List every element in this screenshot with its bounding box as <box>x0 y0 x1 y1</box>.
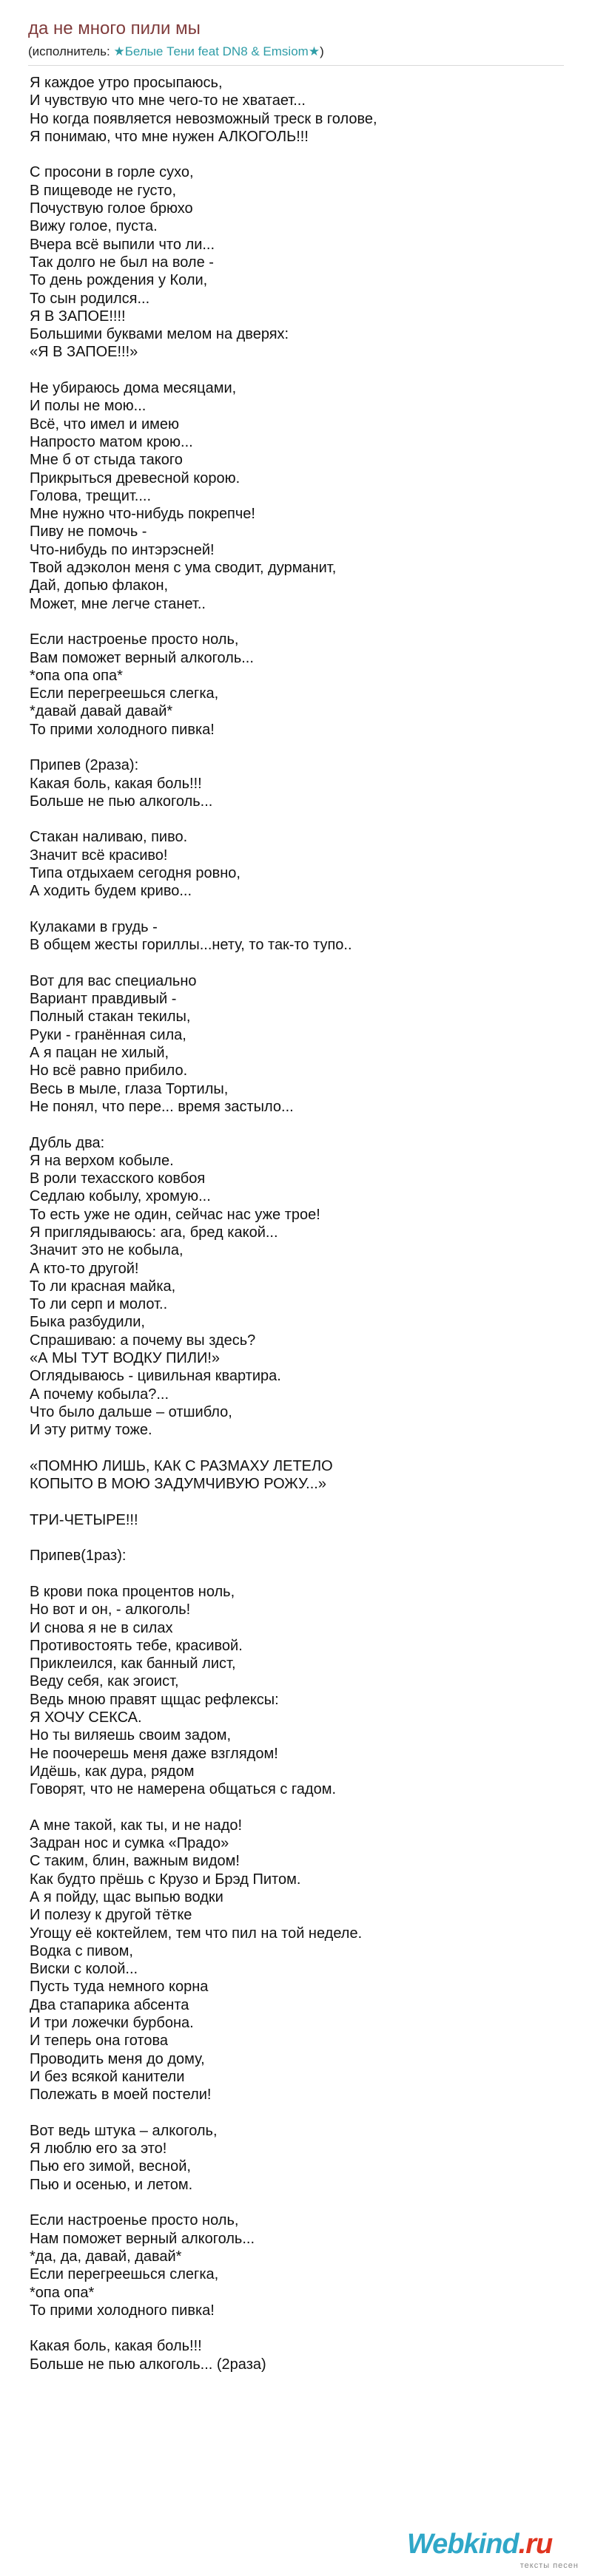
logo-part-web: Web <box>407 2529 464 2560</box>
stanza <box>30 2122 565 2194</box>
lyric-line: Приклеился, как банный лист, <box>30 1655 236 1672</box>
lyric-line: Так долго не был на воле - <box>30 254 214 271</box>
lyric-line: Не убираюсь дома месяцами, <box>30 380 237 397</box>
lyric-line: Вчера всё выпили что ли... <box>30 236 215 253</box>
lyric-line: Прикрыться древесной корою. <box>30 470 240 487</box>
lyric-line: Говорят, что не намерена общаться с гадом. <box>30 1781 337 1798</box>
lyric-line: Идёшь, как дура, рядом <box>30 1763 195 1780</box>
lyric-line: *давай давай давай* <box>30 703 173 720</box>
logo-dot: . <box>518 2529 526 2560</box>
lyric-line: То прими холодного пивка! <box>30 2302 215 2319</box>
lyric-line: Какая боль, какая боль!!! <box>30 2338 202 2355</box>
lyric-line: Большими буквами мелом на дверях: <box>30 326 289 343</box>
webkind-logo <box>407 2529 582 2572</box>
lyric-line: Напросто матом крою... <box>30 433 193 450</box>
stanza <box>30 1511 565 1529</box>
performer-suffix: ) <box>320 44 324 58</box>
lyric-line: Вариант правдивый - <box>30 991 177 1008</box>
lyric-line: Значит всё красиво! <box>30 847 168 864</box>
lyric-line: Какая боль, какая боль!!! <box>30 775 202 792</box>
lyric-line: Я понимаю, что мне нужен АЛКОГОЛЬ!!! <box>30 128 309 145</box>
lyric-line: Я пригляд​ываюсь: ага, бред какой... <box>30 1224 278 1241</box>
lyric-line: Вот для вас специально <box>30 972 197 989</box>
lyric-line: Что было дальше – отшибло, <box>30 1403 232 1420</box>
lyric-line: И теперь она готова <box>30 2033 169 2050</box>
lyric-line: Я каждое утро просыпаюсь, <box>30 75 223 91</box>
lyric-line: ТРИ-ЧЕТЫРЕ!!! <box>30 1511 138 1528</box>
lyric-line: Твой адэколон меня с ума сводит, дурманит, <box>30 560 337 577</box>
lyric-line: То день рождения у Коли, <box>30 272 208 289</box>
lyric-line: Если перегреешься слегка, <box>30 685 219 702</box>
lyric-line: Но вот и он, - алкоголь! <box>30 1601 191 1619</box>
lyric-line: И полезу к другой тётке <box>30 1907 192 1924</box>
lyric-line: Угощу её коктейлем, тем что пил на той неделе. <box>30 1925 363 1942</box>
lyric-line: В роли техасского ковбоя <box>30 1170 206 1187</box>
logo-tagline: тексты песен <box>519 2561 579 2570</box>
lyric-line: Больше не пью алкоголь... <box>30 793 213 810</box>
lyric-line: Виски с колой... <box>30 1961 138 1978</box>
lyric-line: И чувствую что мне чего-то не хватает... <box>30 92 306 109</box>
lyric-line: То есть уже не один, сейчас нас уже трое! <box>30 1206 320 1223</box>
lyric-line: Значит это не кобыла, <box>30 1242 184 1259</box>
lyric-line: Дай, допью флакон, <box>30 577 169 594</box>
song-title: да не много пили мы <box>28 18 201 38</box>
lyric-line: Проводить меня до дому, <box>30 2050 205 2067</box>
lyric-line: Если перегреешься слегка, <box>30 2266 219 2283</box>
lyric-line: Что-нибудь по интэрэсней! <box>30 541 215 558</box>
lyric-line: Почуствую голое брюхо <box>30 200 193 217</box>
lyric-line: Я люблю его за это! <box>30 2141 167 2158</box>
stanza <box>30 74 565 146</box>
lyric-line: С просони в горле сухо, <box>30 164 194 181</box>
lyric-line: Весь в мыле, глаза Тортилы, <box>30 1080 229 1097</box>
lyric-line: Вот ведь штука – алкоголь, <box>30 2122 218 2139</box>
lyric-line: Как будто прёшь с Крузо и Брэд Питом. <box>30 1871 301 1888</box>
lyric-line: Не понял, что пере... время застыло... <box>30 1098 294 1115</box>
lyric-line: Припев (2раза): <box>30 757 139 774</box>
lyric-line: Нам поможет верный алкоголь... <box>30 2230 255 2247</box>
lyric-line: А мне такой, как ты, и не надо! <box>30 1817 243 1834</box>
lyric-line: С таким, блин, важным видом! <box>30 1853 240 1870</box>
lyrics-body <box>30 74 565 2391</box>
lyric-line: Но когда появляется невозможный треск в голове, <box>30 110 377 127</box>
stanza <box>30 1817 565 2104</box>
lyric-line: Не поочерешь меня даже взглядом! <box>30 1745 278 1762</box>
webkind-logo-text <box>407 2529 552 2560</box>
lyric-line: Типа отдыхаем сегодня ровно, <box>30 865 240 882</box>
lyric-line: Противостоять тебе, красивой. <box>30 1637 243 1654</box>
lyric-line: Два стапарика абсента <box>30 1996 189 2013</box>
lyric-line: А кто-то другой! <box>30 1260 139 1277</box>
lyric-line: Может, мне легче станет.. <box>30 595 206 612</box>
lyric-line: Голова, трещит.... <box>30 487 152 504</box>
lyric-line: То прими холодного пивка! <box>30 721 215 738</box>
lyric-line: В пищеводе не густо, <box>30 182 177 199</box>
lyric-line: Дубль два: <box>30 1134 105 1151</box>
lyric-line: В общем жесты гориллы...нету, то так-то тупо.. <box>30 937 352 954</box>
lyric-line: Припев(1раз): <box>30 1548 127 1565</box>
lyric-line: Мне нужно что-нибудь покрепче! <box>30 506 255 523</box>
stanza <box>30 1457 565 1494</box>
lyric-line: Я В ЗАПОЕ!!!! <box>30 308 126 325</box>
lyric-line: А ходить будем криво... <box>30 883 192 900</box>
header-divider <box>28 65 564 66</box>
lyric-line: Седлаю кобылу, хромую... <box>30 1188 211 1205</box>
lyric-line: «А МЫ ТУТ ВОДКУ ПИЛИ!» <box>30 1350 221 1367</box>
lyric-line: КОПЫТО В МОЮ ЗАДУМЧИВУЮ РОЖУ...» <box>30 1476 326 1493</box>
lyric-line: Но ты виляешь своим задом, <box>30 1727 232 1744</box>
performer-line <box>28 43 564 61</box>
lyric-line: Оглядываюсь - цивильная квартира. <box>30 1368 281 1385</box>
lyric-line: Я на верхом кобыле. <box>30 1152 174 1169</box>
stanza <box>30 918 565 955</box>
lyric-line: Всё, что имел и имею <box>30 416 179 433</box>
stanza <box>30 1547 565 1565</box>
lyric-line: «ПОМНЮ ЛИШЬ, КАК С РАЗМАХУ ЛЕТЕЛО <box>30 1457 333 1474</box>
lyric-line: Больше не пью алкоголь... (2раза) <box>30 2356 266 2373</box>
lyric-line: Полный стакан текилы, <box>30 1009 191 1026</box>
stanza <box>30 379 565 613</box>
lyric-line: Веду себя, как эгоист, <box>30 1673 179 1690</box>
lyric-line: И без всякой канители <box>30 2068 185 2085</box>
performer-link[interactable]: ★Белые Тени feat DN8 & Emsiom★ <box>113 44 320 58</box>
lyric-line: Задран нос и сумка «Прадо» <box>30 1835 229 1852</box>
logo-tld: ru <box>525 2529 553 2560</box>
lyric-line: Вижу голое, пуста. <box>30 218 158 235</box>
lyric-line: Мне б от стыда такого <box>30 452 183 469</box>
lyric-line: А я пойду, щас выпью водки <box>30 1888 223 1905</box>
lyric-line: То ли серп и молот.. <box>30 1296 168 1313</box>
lyric-line: Спрашиваю: а почему вы здесь? <box>30 1332 256 1349</box>
lyric-line: Но всё равно прибило. <box>30 1062 188 1079</box>
lyric-line: Если настроенье просто ноль, <box>30 2212 239 2229</box>
stanza <box>30 1134 565 1440</box>
performer-prefix: (исполнитель: <box>28 44 114 58</box>
stanza <box>30 828 565 900</box>
lyric-line: Вам поможет верный алкоголь... <box>30 649 254 666</box>
lyric-line: Руки - гранённая сила, <box>30 1026 186 1043</box>
lyric-line: Пью и осенью, и летом. <box>30 2176 193 2193</box>
lyric-line: В крови пока процентов ноль, <box>30 1583 235 1600</box>
lyric-line: *опа опа* <box>30 2284 95 2301</box>
lyric-line: А я пацан не хилый, <box>30 1045 169 1062</box>
lyric-line: И три ложечки бурбона. <box>30 2015 194 2032</box>
lyric-line: Полежать в моей постели! <box>30 2087 212 2104</box>
lyric-line: И эту ритму тоже. <box>30 1422 152 1439</box>
lyric-line: «Я В ЗАПОЕ!!!» <box>30 344 138 361</box>
stanza <box>30 756 565 810</box>
lyric-line: Водка с пивом, <box>30 1942 133 1959</box>
lyric-line: *опа опа опа* <box>30 667 123 684</box>
lyric-line: Стакан наливаю, пиво. <box>30 829 188 846</box>
lyric-line: Если настроенье просто ноль, <box>30 631 239 648</box>
lyric-line: То сын родился... <box>30 290 150 307</box>
logo-part-kind: kind <box>463 2529 519 2560</box>
lyric-line: И снова я не в силах <box>30 1619 173 1636</box>
lyric-line: Быка разбудили, <box>30 1314 145 1331</box>
stanza <box>30 163 565 361</box>
song-header <box>28 18 564 61</box>
lyric-line: Пусть туда немного корна <box>30 1979 209 1996</box>
stanza <box>30 2337 565 2373</box>
stanza <box>30 631 565 739</box>
stanza <box>30 972 565 1116</box>
lyric-line: Пиву не помочь - <box>30 523 147 540</box>
lyric-line: А почему кобыла?... <box>30 1386 169 1403</box>
lyric-line: То ли красная майка, <box>30 1278 176 1295</box>
lyric-line: Я ХОЧУ СЕКСА. <box>30 1709 142 1726</box>
stanza <box>30 2211 565 2319</box>
lyric-line: И полы не мою... <box>30 398 147 415</box>
lyric-line: Кулаками в грудь - <box>30 918 158 935</box>
lyric-line: Ведь мною правят щщас рефлексы: <box>30 1691 279 1708</box>
stanza <box>30 1583 565 1799</box>
lyric-line: Пью его зимой, весной, <box>30 2158 191 2175</box>
lyric-line: *да, да, давай, давай* <box>30 2248 182 2265</box>
